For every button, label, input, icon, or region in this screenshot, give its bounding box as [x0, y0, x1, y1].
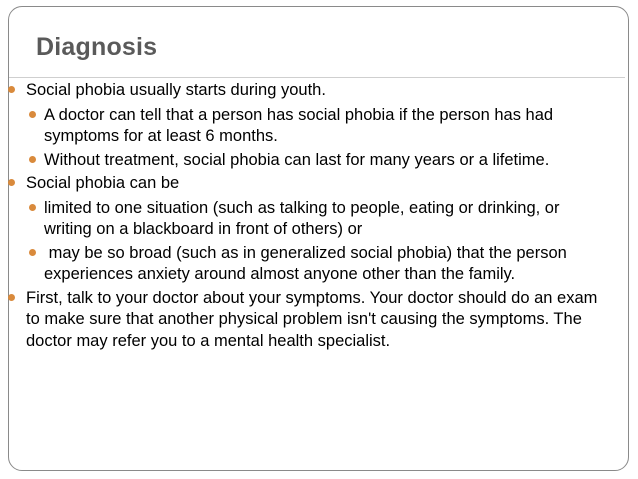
bullet-marker-icon: [8, 294, 15, 301]
bullet-marker-icon: [29, 111, 36, 118]
bullet-text: Social phobia usually starts during youth.: [26, 81, 326, 99]
sub-bullet-item: [0, 243, 604, 286]
bullet-text: First, talk to your doctor about your symptoms. Your doctor should do an exam to make sure that another physical problem isn't causing the symptoms. The doctor may refer you to a mental health specialist.: [26, 288, 598, 350]
bullet-marker-icon: [29, 156, 36, 163]
bullet-item: [0, 173, 606, 195]
sub-bullet-item: [0, 198, 604, 241]
bullet-text: A doctor can tell that a person has social phobia if the person has had symptoms for at least 6 months.: [44, 105, 554, 145]
bullet-text: Social phobia can be: [26, 174, 180, 192]
bullet-text: may be so broad (such as in generalized social phobia) that the person experiences anxiety around almost anyone other than the family.: [44, 243, 572, 283]
sub-bullet-item: [0, 150, 604, 172]
bullet-text: Without treatment, social phobia can last for many years or a lifetime.: [44, 150, 550, 169]
bullet-list: [0, 77, 638, 352]
bullet-marker-icon: [29, 249, 36, 256]
bullet-item: [0, 288, 606, 353]
slide-title: Diagnosis: [36, 33, 158, 61]
sub-bullet-item: [0, 105, 604, 148]
bullet-text: limited to one situation (such as talking to people, eating or drinking, or writing on a blackboard in front of others) or: [44, 198, 560, 238]
bullet-marker-icon: [8, 86, 15, 93]
bullet-marker-icon: [8, 179, 15, 186]
bullet-item: [0, 80, 606, 102]
bullet-marker-icon: [29, 204, 36, 211]
